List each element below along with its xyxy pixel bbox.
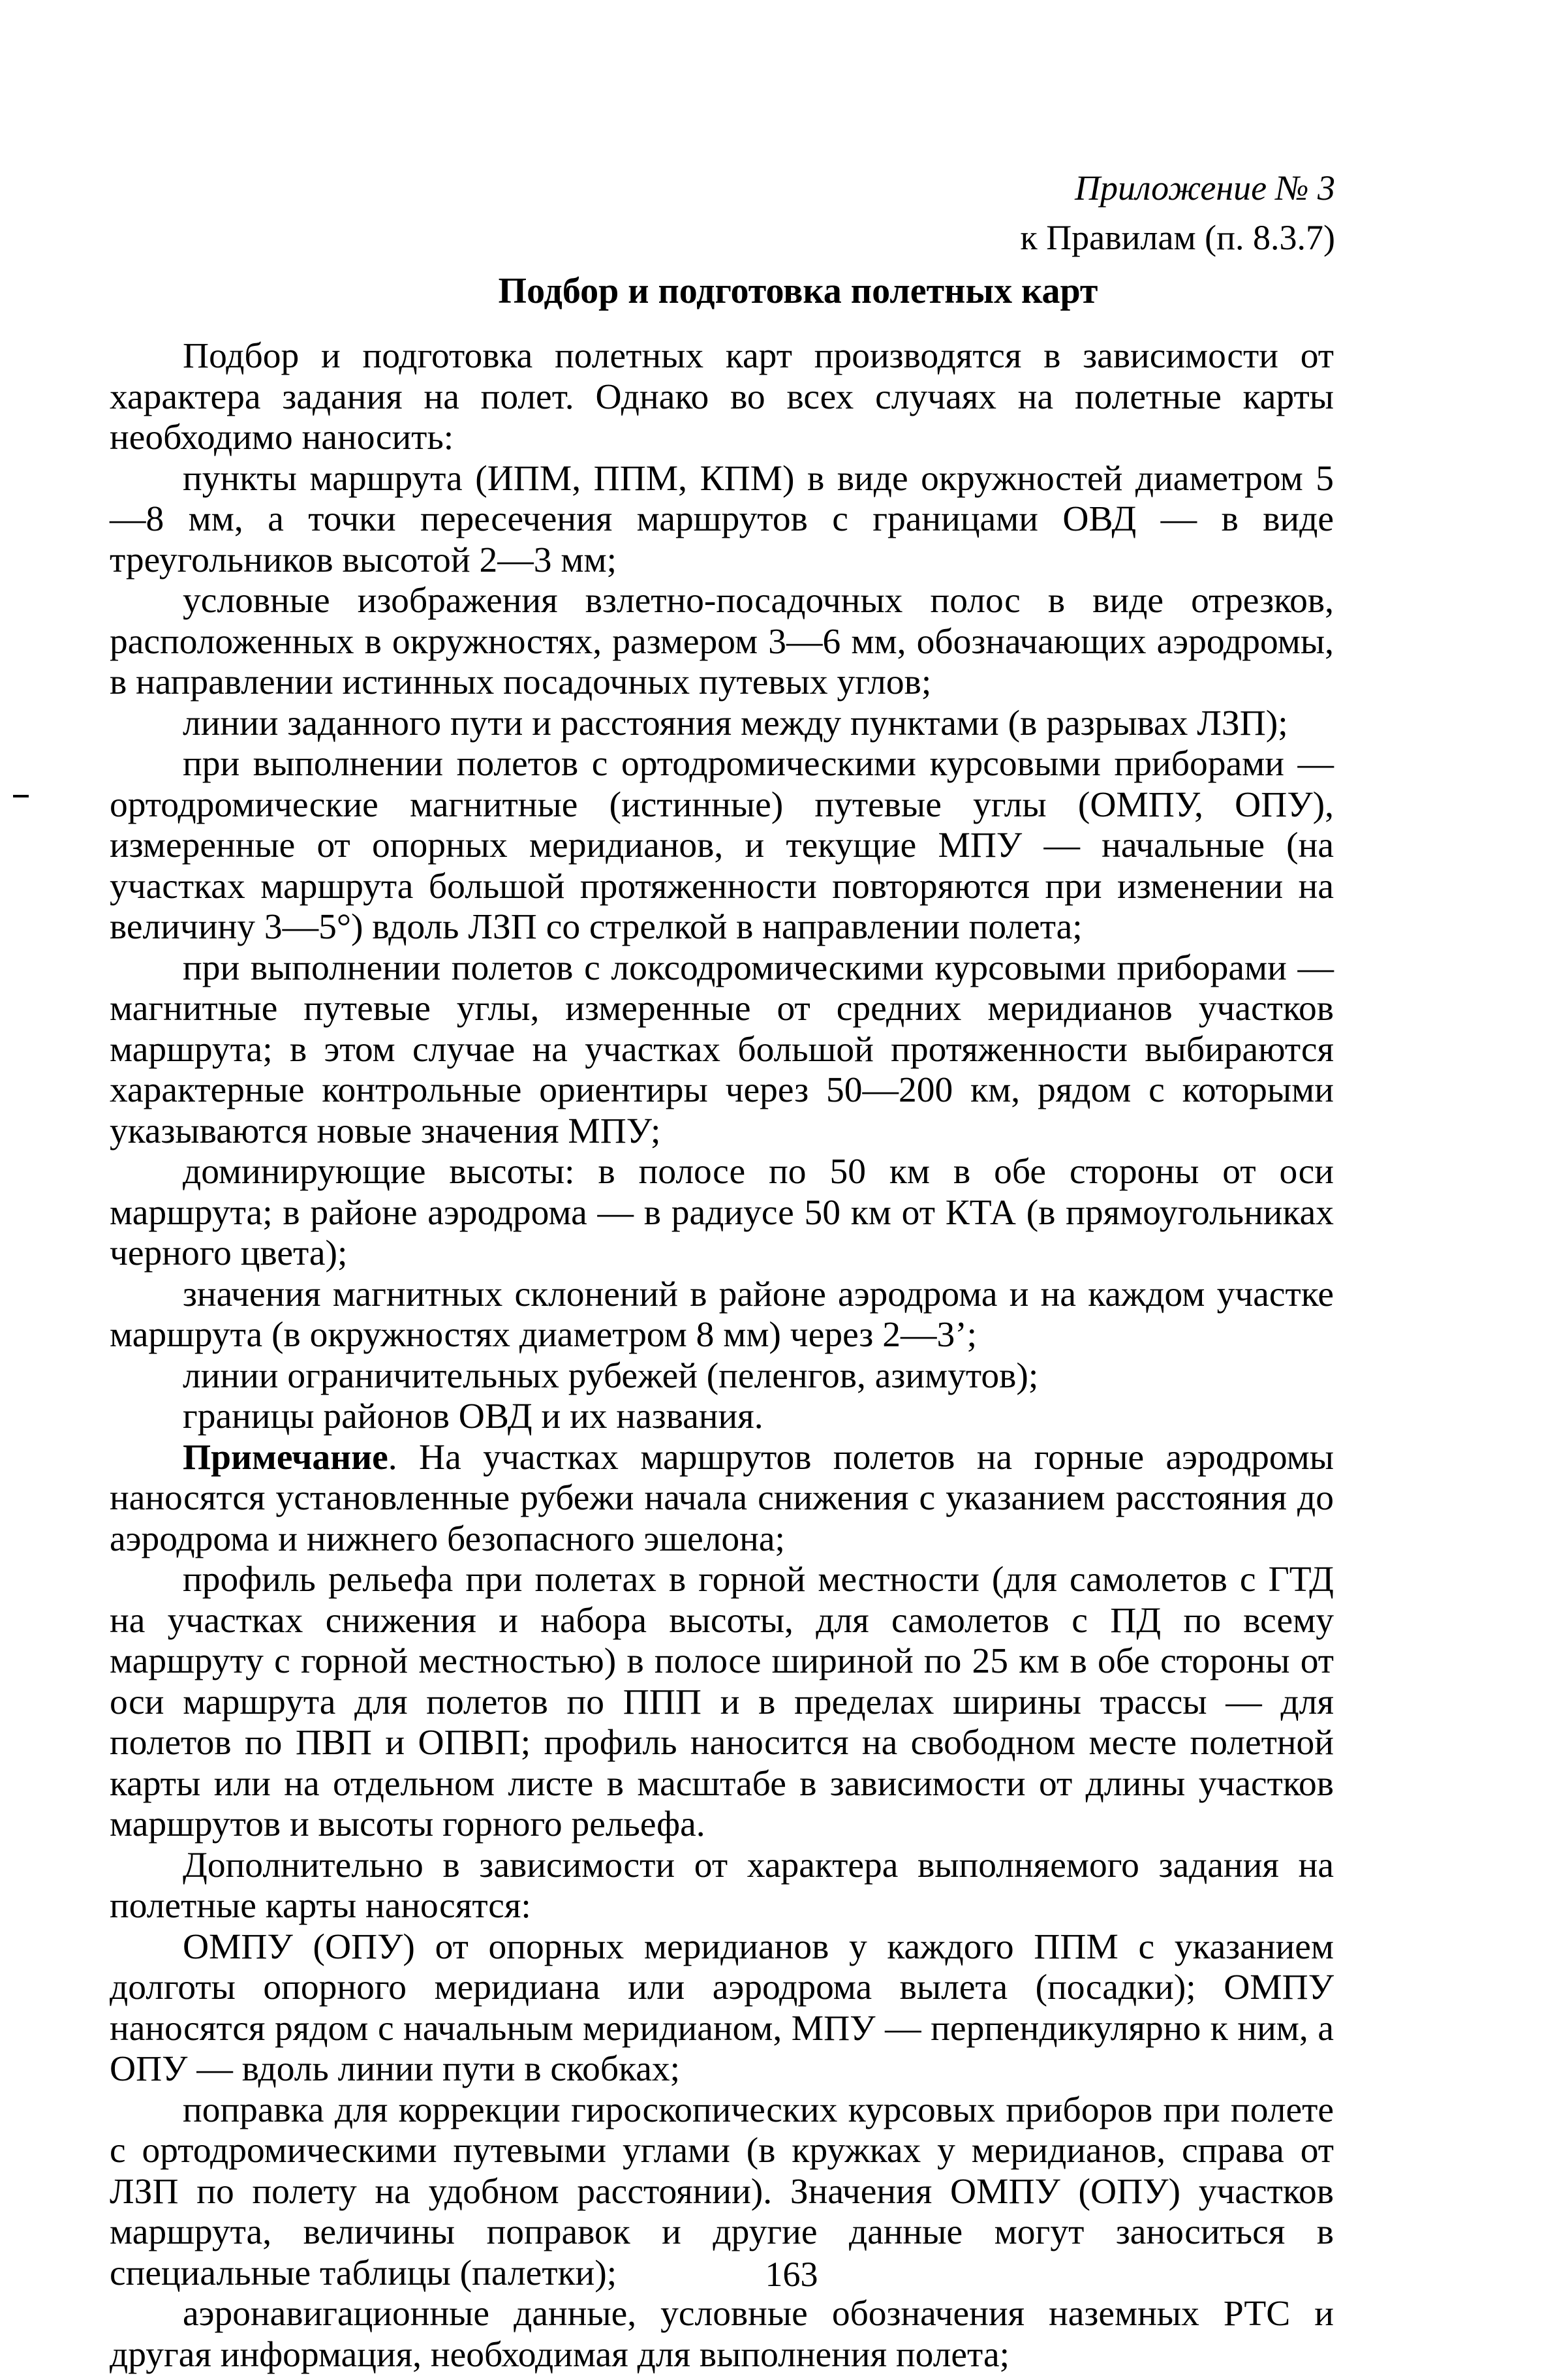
paragraph: границы районов ОВД и их названия. [183, 1397, 763, 1436]
paragraph: при выполнении полетов с локсодромическими курсовыми приборами —магнитные путевые углы, измеренные от средних меридианов участков маршрута; в этом случае на участках большой протяженности выбираются характерные контрольные ориентиры через 50—200 км, рядом с которыми указываются новые значения МПУ; [110, 948, 1334, 1151]
paragraph: условные изображения взлетно-посадочных полос в виде отрезков, расположенных в окружностях, размером 3—6 мм, обозначающих аэродромы, в направлении истинных посадочных путевых углов; [110, 581, 1334, 702]
paragraph: профиль рельефа при полетах в горной местности (для самолетов с ГТД на участках снижения и набора высоты, для самолетов с ПД по всему маршруту с горной местностью) в полосе шириной по 25 км в обе стороны от оси маршрута для полетов по ППП и в пределах ширины трассы — для полетов по ПВП и ОПВП; профиль наносится на свободном месте полетной карты или на отдельном листе в масштабе в зависимости от длины участков маршрутов и высоты горного рельефа. [110, 1560, 1334, 1844]
paragraph: Дополнительно в зависимости от характера выполняемого задания на полетные карты наносятся: [110, 1845, 1334, 1926]
margin-mark [13, 795, 29, 797]
paragraph: пункты маршрута (ИПМ, ППМ, КПМ) в виде окружностей диаметром 5—8 мм, а точки пересечения маршрутов с границами ОВД — в виде треугольников высотой 2—3 мм; [110, 458, 1334, 580]
paragraph: при выполнении полетов с ортодромическими курсовыми приборами — ортодромические магнитные (истинные) путевые углы (ОМПУ, ОПУ), измеренные от опорных меридианов, и текущие МПУ — начальные (на участках маршрута большой протяженности повторяются при изменении на величину 3—5°) вдоль ЛЗП со стрелкой в направлении полета; [110, 744, 1334, 947]
paragraph: доминирующие высоты: в полосе по 50 км в обе стороны от оси маршрута; в районе аэродрома — в радиусе 50 км от КТА (в прямоугольниках черного цвета); [110, 1152, 1334, 1273]
appendix-header [1020, 163, 1335, 262]
paragraph: значения магнитных склонений в районе аэродрома и на каждом участке маршрута (в окружностях диаметром 8 мм) через 2—3’; [110, 1274, 1334, 1355]
paragraph: Подбор и подготовка полетных карт производятся в зависимости от характера задания на полет. Однако во всех случаях на полетные карты необходимо наносить: [110, 336, 1334, 457]
paragraph: поправка для коррекции гироскопических курсовых приборов при полете с ортодромическими путевыми углами (в кружках у меридианов, справа от ЛЗП по полету на удобном расстоянии). Значения ОМПУ (ОПУ) участков маршрута, величины поправок и другие данные могут заноситься в специальные таблицы (палетки); [110, 2090, 1334, 2293]
paragraph: линии ограничительных рубежей (пеленгов, азимутов); [183, 1355, 1039, 1396]
paragraph: ОМПУ (ОПУ) от опорных меридианов у каждого ППМ с указанием долготы опорного меридиана или аэродрома вылета (посадки); ОМПУ наносятся рядом с начальным меридианом, МПУ — перпендикулярно к ним, а ОПУ — вдоль линии пути в скобках; [110, 1926, 1334, 2089]
note-label: Примечание [183, 1437, 388, 1477]
page-number: 163 [765, 2255, 818, 2294]
appendix-reference: к Правилам (п. 8.3.7) [1020, 218, 1335, 257]
paragraph: линии заданного пути и расстояния между пунктами (в разрывах ЛЗП); [183, 703, 1288, 743]
document-body [110, 336, 1334, 2375]
note-paragraph [110, 1438, 1334, 1560]
document-title: Подбор и подготовка полетных карт [498, 271, 1098, 311]
note-text: . На участках маршрутов полетов на горные аэродромы наносятся установленные рубежи начала снижения с указанием расстояния до аэродрома и нижнего безопасного эшелона; [110, 1437, 1334, 1559]
paragraph: аэронавигационные данные, условные обозначения наземных РТС и другая информация, необходимая для выполнения полета; [110, 2294, 1334, 2375]
appendix-label: Приложение № 3 [1074, 168, 1335, 208]
